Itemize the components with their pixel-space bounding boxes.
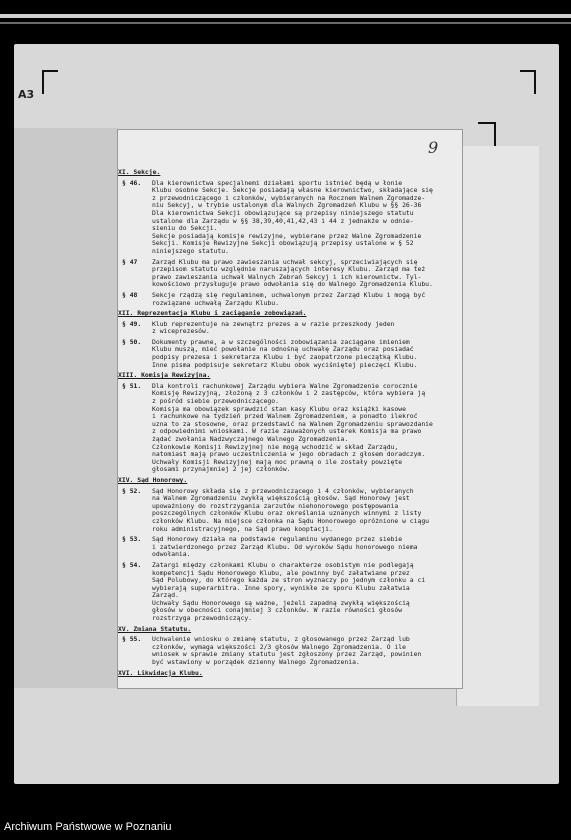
paragraph-number: § 50. bbox=[122, 337, 142, 346]
text-line: ustalone dla Zarządu w §§ 38,39,40,41,42,43 i 44 z jednakże w odnie- bbox=[152, 217, 414, 225]
text-line: z pośród siebie przewodniczącego. bbox=[152, 398, 279, 406]
text-line: głosami przynajmniej 2 jej członków. bbox=[152, 466, 291, 474]
section-heading: XI. Sekcje. bbox=[118, 168, 161, 176]
paragraph-number: § 51. bbox=[122, 381, 142, 390]
text-line: Komisja ma obowiązek sprawdzić stan kasy Klubu oraz książki kasowe bbox=[152, 405, 406, 413]
text-line: Komisję Rewizyjną, złożoną z 3 członków i 2 zastępców, która wybiera ją bbox=[152, 390, 426, 398]
text-line: Klubu muszą, mieć powołanie na odnośną uchwałę Zarządu oraz posiadać bbox=[152, 346, 414, 354]
statute-paragraph bbox=[118, 259, 458, 289]
underlying-page-right bbox=[456, 146, 539, 706]
document-body bbox=[118, 166, 458, 680]
text-line: Sąd Honorowy składa się z przewodniczącego i 4 członków, wybieranych bbox=[152, 487, 414, 495]
text-line: z odpowiednimi wnioskami. W razie zauważonych usterek Komisja ma prawo bbox=[152, 428, 422, 436]
text-line: Klub reprezentuje na zewnątrz prezes a w razie przeszkody jeden bbox=[152, 320, 395, 328]
text-line: z wiceprezesów. bbox=[152, 328, 210, 336]
crop-mark-tab bbox=[478, 122, 496, 146]
text-line: Sekcje posiadają komisje rewizyjne, wybierane przez Walne Zgromadzenie bbox=[152, 232, 422, 240]
text-line: Uchwalenie wniosku o zmianę statutu, z głosowanego przez Zarząd lub bbox=[152, 636, 410, 644]
section-heading: XVI. Likwidacja Klubu. bbox=[118, 668, 203, 677]
archive-credit: Archiwum Państwowe w Poznaniu bbox=[4, 821, 172, 833]
text-line: na Walnem Zgromadzeniu zwykłą większością głosów. Sąd Honorowy jest bbox=[152, 495, 410, 503]
text-line: Sekcji. Komisje Rewizyjne Sekcji obowiązują przepisy ustalone w § 52 bbox=[152, 240, 414, 248]
paragraph-text bbox=[152, 636, 458, 666]
text-line: Dla kierownictwa Sekcji obowiązujące są przepisy niniejszego statutu bbox=[152, 209, 414, 217]
text-line: głosów w obecności conajmniej 3 członków. W razie równości głosów bbox=[152, 607, 403, 615]
text-line: podpisy prezesa i sekretarza Klubu i być zaopatrzone pieczątką Klubu. bbox=[152, 354, 418, 362]
text-line: i zatwierdzonego przez Zarząd Klubu. Od wyroków Sądu honorowego niema bbox=[152, 543, 418, 551]
paragraph-number: § 48 bbox=[122, 290, 138, 299]
paragraph-number: § 47 bbox=[122, 257, 138, 266]
statute-paragraph bbox=[118, 636, 458, 666]
text-line: Zarząd Klubu ma prawo zawieszania uchwał sekcyj, sprzeciwiających się bbox=[152, 258, 418, 266]
section-heading: XV. Zmiana Statutu. bbox=[118, 624, 192, 633]
scan-top-rule-shadow bbox=[0, 22, 571, 24]
paragraph-number: § 46. bbox=[122, 178, 142, 187]
statute-paragraph bbox=[118, 536, 458, 559]
paragraph-number: § 55. bbox=[122, 635, 142, 644]
statute-paragraph bbox=[118, 321, 458, 336]
paragraph-text bbox=[152, 536, 458, 559]
text-line: Dokumenty prawne, a w szczególności zobowiązania zaciągane imieniem bbox=[152, 338, 410, 346]
crop-mark-top-right bbox=[520, 70, 536, 94]
text-line: Dla kontroli rachunkowej Zarządu wybiera Walne Zgromadzenie corocznie bbox=[152, 382, 418, 390]
paragraph-number: § 54. bbox=[122, 560, 142, 569]
statute-paragraph bbox=[118, 383, 458, 474]
text-line: roku administracyjnego, na Sąd prawo kooptacji. bbox=[152, 525, 333, 533]
text-line: Inne pisma podpisuje sekretarz Klubu obok wyciśniętej pieczęci Klubu. bbox=[152, 361, 418, 369]
text-line: i rachunkowe na tydzień przed Walnem Zgromadzeniem, a ponadto ilekroć bbox=[152, 413, 418, 421]
statute-paragraph bbox=[118, 339, 458, 369]
text-line: członków, wymaga większości 2/3 głosów Walnego Zgromadzenia. O ile bbox=[152, 643, 406, 651]
text-line: niniejszego statutu. bbox=[152, 247, 229, 255]
text-line: Sąd Honorowy działa na podstawie regulaminu wydanego przez siebie bbox=[152, 536, 403, 544]
text-line: upoważniony do rozstrzygania zarzutów niehonorowego postępowania bbox=[152, 502, 399, 510]
paragraph-text bbox=[152, 488, 458, 534]
paragraph-text bbox=[152, 321, 458, 336]
scan-top-rule bbox=[0, 14, 571, 18]
underlying-page-left bbox=[14, 128, 118, 688]
paragraph-text bbox=[152, 562, 458, 623]
text-line: uzna to za stosowne, oraz przedstawić na Walnem Zgromadzeniu sprawozdanie bbox=[152, 420, 433, 428]
text-line: Dla kierownictwa specjalnemi działami sportu istnieć będą w łonie bbox=[152, 179, 403, 187]
paragraph-number: § 52. bbox=[122, 486, 142, 495]
text-line: odwołania. bbox=[152, 551, 191, 559]
text-line: Uchwały Sądu Honorowego są ważne, jeżeli zapadną zwykłą większością bbox=[152, 599, 410, 607]
text-line: wybierają superarbitra. Inne spory, wynikłe ze sporu Klubu załatwia bbox=[152, 584, 410, 592]
text-line: rozstrzyga przewodniczący. bbox=[152, 615, 253, 623]
page-number: 9 bbox=[428, 138, 439, 157]
text-line: kompetencji Sądu Honorowego Klubu, ale powinny być załatwiane przez bbox=[152, 569, 410, 577]
statute-paragraph bbox=[118, 562, 458, 623]
text-line: poszczególnych członków Klubu oraz określania uznanych winnymi z listy bbox=[152, 510, 422, 518]
text-line: rozwiązane uchwałą Zarządu Klubu. bbox=[152, 299, 279, 307]
text-line: kowościowo przysługuje prawo odwołania się do Walnego Zgromadzenia Klubu. bbox=[152, 281, 433, 289]
statute-paragraph bbox=[118, 488, 458, 534]
statute-paragraph bbox=[118, 180, 458, 256]
paragraph-number: § 49. bbox=[122, 319, 142, 328]
text-line: żądać zwołania Nadzwyczajnego Walnego Zgromadzenia. bbox=[152, 436, 349, 443]
statute-paragraph bbox=[118, 292, 458, 307]
paragraph-text bbox=[152, 180, 458, 256]
text-line: Sekcje rządzą się regulaminem, uchwalonym przez Zarząd Klubu i mogą być bbox=[152, 291, 426, 299]
paragraph-text bbox=[152, 259, 458, 289]
paragraph-text bbox=[152, 292, 458, 307]
section-heading: XII. Reprezentacja Klubu i zaciąganie zobowiązań. bbox=[118, 309, 307, 318]
text-line: Członkowie Komisji Rewizyjnej nie mogą wchodzić w skład Zarządu, bbox=[152, 443, 399, 451]
text-line: Sąd Polubowy, do którego każda ze stron wyznaczy po jednym członku a ci bbox=[152, 577, 426, 585]
paragraph-number: § 53. bbox=[122, 535, 142, 544]
text-line: wniosek w sprawie zmiany statutu jest zgłoszony przez Zarząd, powinien bbox=[152, 651, 422, 659]
sheet-marker: A3 bbox=[18, 88, 35, 101]
section-heading: XIII. Komisja Rewizyjna. bbox=[118, 371, 211, 380]
paragraph-text bbox=[152, 383, 458, 474]
section-heading: XIV. Sąd Honorowy. bbox=[118, 475, 188, 484]
text-line: być wstawiony w porządek dzienny Walnego Zgromadzenia. bbox=[152, 659, 360, 667]
text-line: natomiast mają prawo uczestniczenia w jego obradach z głosem doradczym. bbox=[152, 451, 426, 459]
text-line: Zatargi między członkami Klubu o charakterze osobistym nie podlegają bbox=[152, 561, 414, 569]
text-line: członków Klubu. Na miejsce członka na Sądu Honorowego opróżnione w ciągu bbox=[152, 517, 430, 525]
text-line: niu Sekcyj, w trybie ustalonym dla Walnych Zgromadzeń Klubu w §§ 26-36 bbox=[152, 202, 422, 210]
text-line: Klubu osobne Sekcje. Sekcje posiadają własne kierownictwo, składające się bbox=[152, 187, 433, 195]
text-line: przepisom statutu względnie naruszających interesy Klubu. Zarząd ma też bbox=[152, 266, 426, 274]
crop-mark-top-left bbox=[42, 70, 58, 94]
text-line: sieniu do Sekcji. bbox=[152, 225, 218, 233]
text-line: Uchwały Komisji Rewizyjnej mają moc prawną o ile zostały powzięte bbox=[152, 458, 403, 466]
text-line: Zarząd. bbox=[152, 592, 179, 600]
text-line: z przewodniczącego i członków, wybieranych na Rocznem Walnem Zgromadze- bbox=[152, 194, 426, 202]
text-line: prawo zawieszania uchwał Walnych Zebrań Sekcyj i ich kierownictw. Tyl- bbox=[152, 273, 422, 281]
paragraph-text bbox=[152, 339, 458, 369]
